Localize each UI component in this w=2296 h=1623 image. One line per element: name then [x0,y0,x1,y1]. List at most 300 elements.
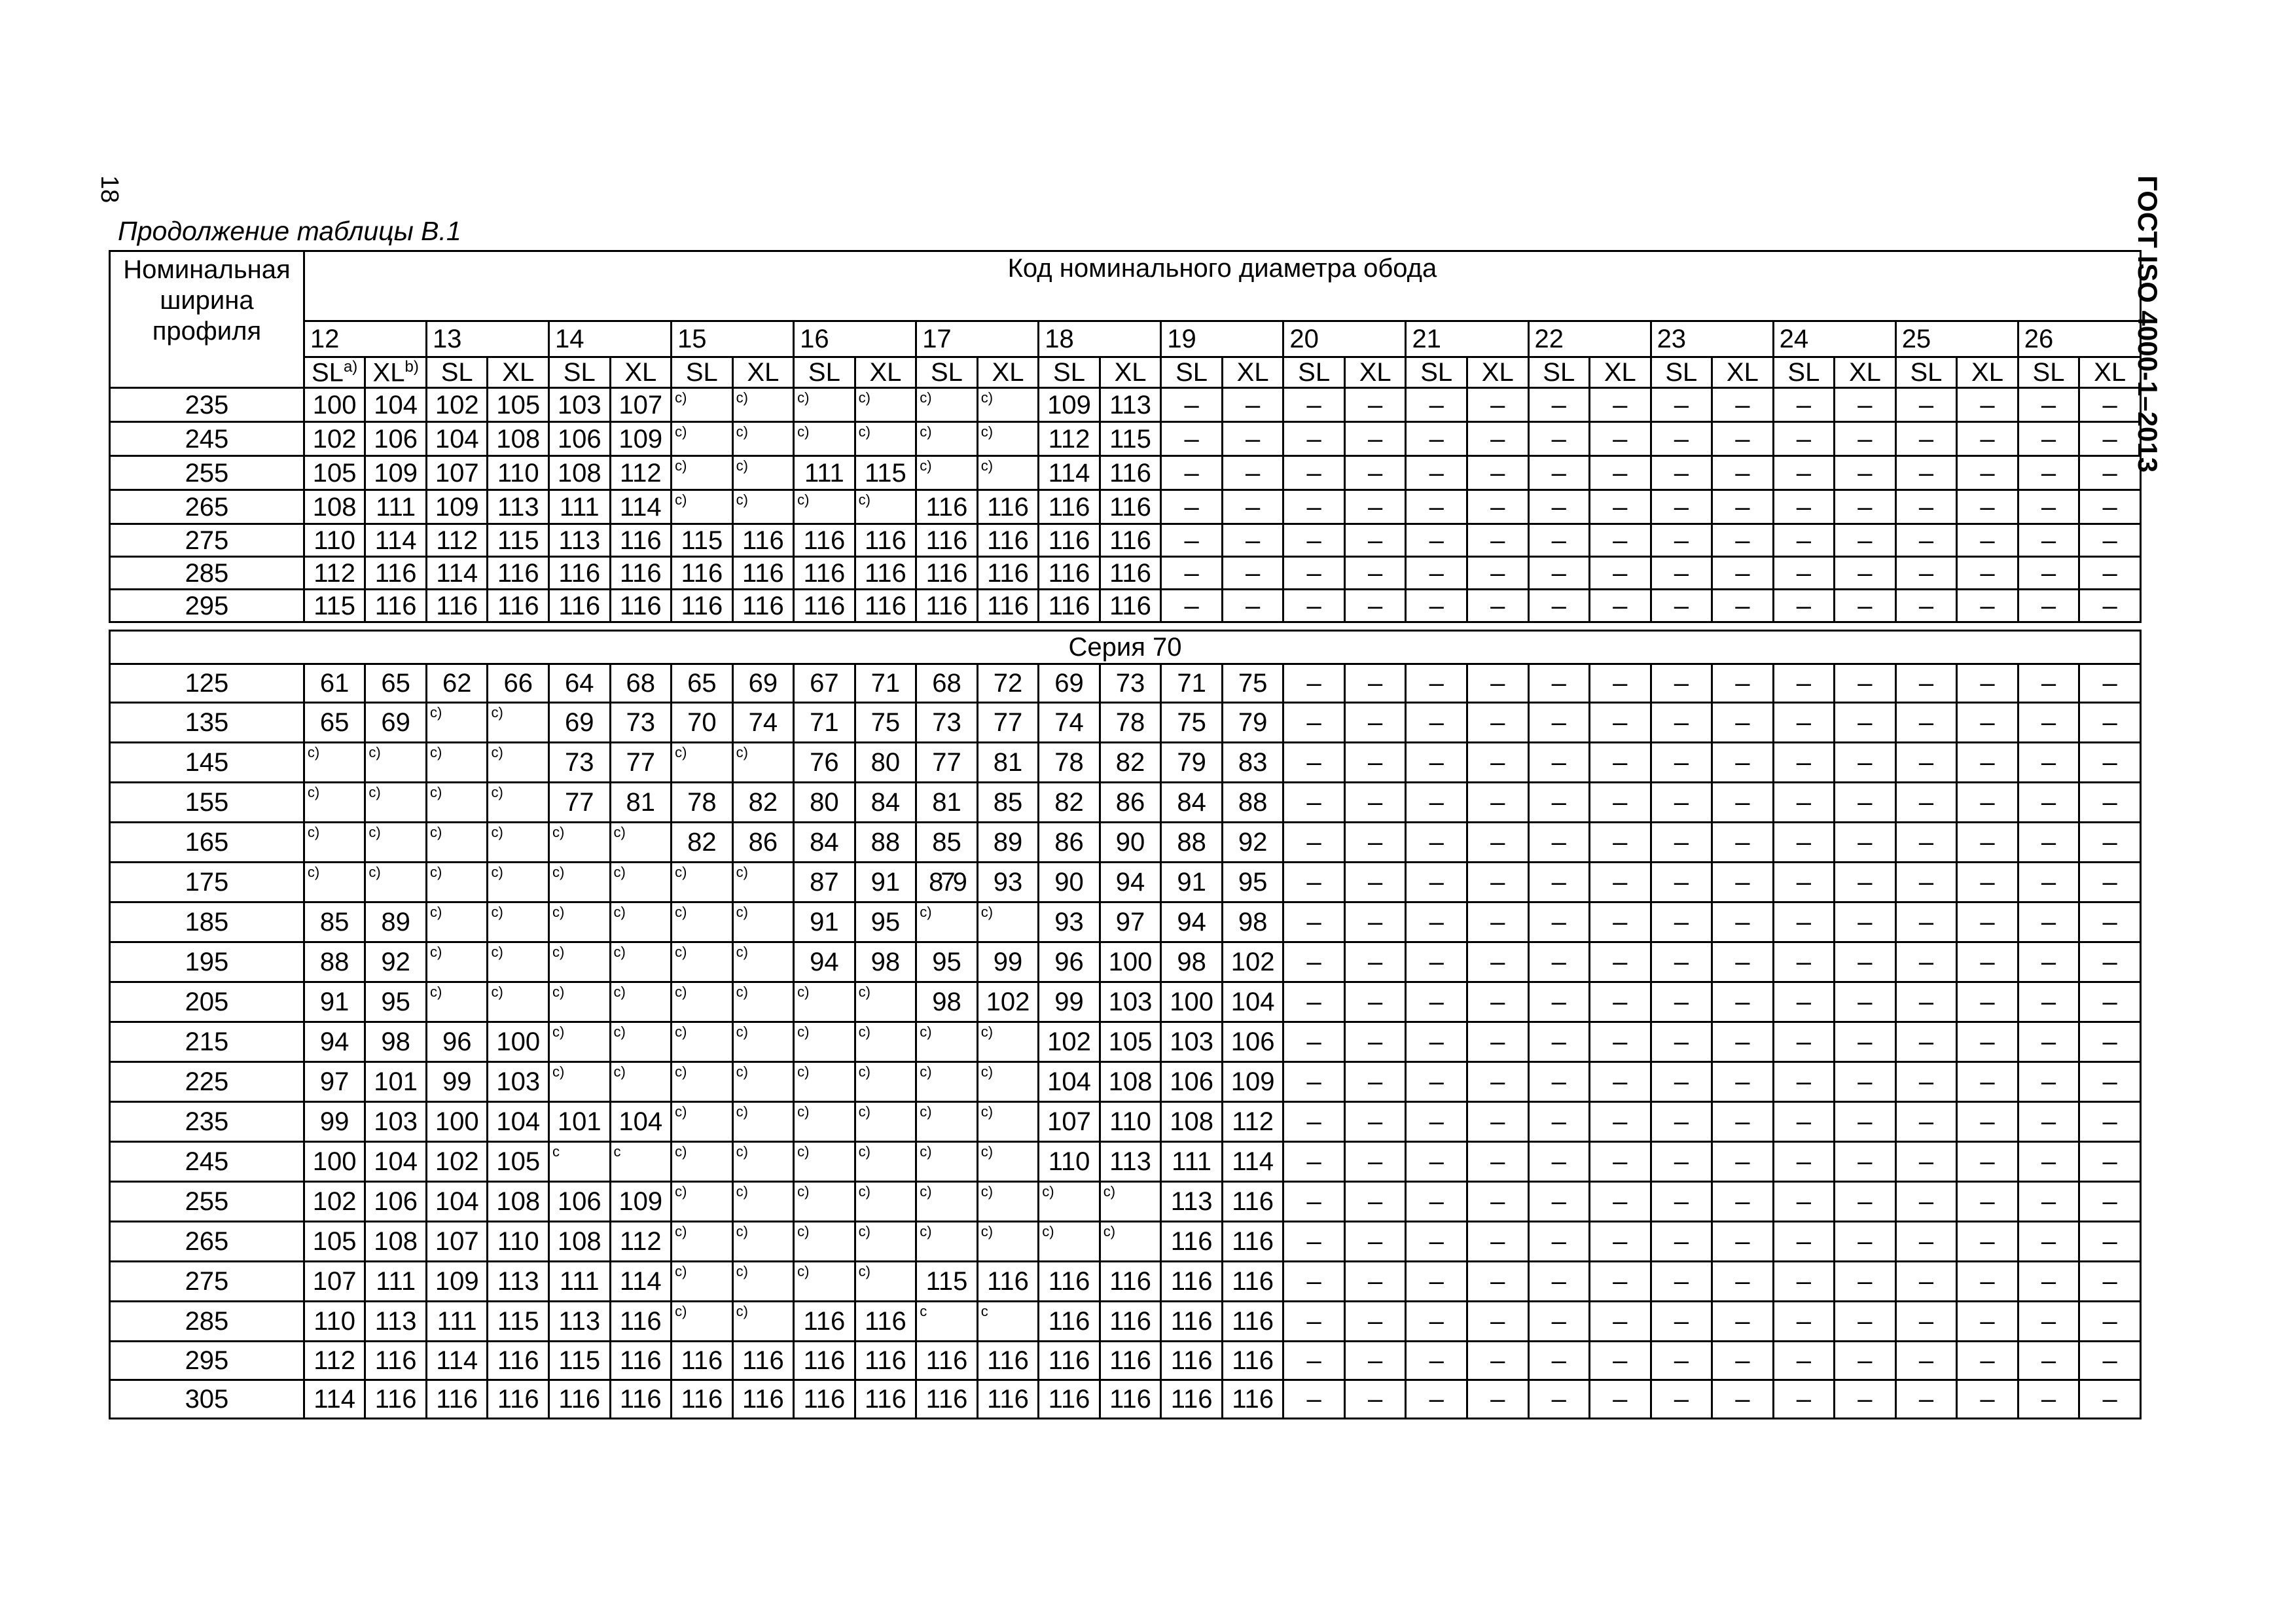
load-index-cell: – [1957,1062,2018,1102]
table-row [110,490,2141,524]
load-index-cell: – [1590,863,1651,902]
table-row [110,1302,2141,1342]
load-index-cell: 102 [426,388,488,422]
load-index-cell: – [2079,1062,2141,1102]
load-index-cell: c) [916,422,978,456]
load-index-cell: – [2018,1262,2079,1302]
load-index-cell: 69 [549,703,611,743]
load-index-cell: – [1467,902,1528,942]
header-rim-code: Код номинального диаметра обода [304,251,2140,321]
load-index-cell: 116 [855,1342,916,1380]
load-index-cell: c) [672,1102,733,1142]
load-index-cell: – [1528,942,1590,982]
table-row [110,1062,2141,1102]
load-index-cell: 116 [1100,1302,1161,1342]
load-index-cell: 116 [855,1380,916,1419]
load-index-cell: – [1467,743,1528,783]
load-index-cell: – [1161,456,1223,490]
load-index-cell: 102 [304,422,365,456]
load-index-cell: – [1590,664,1651,703]
load-type-label: XL [869,358,902,387]
load-index-cell: 116 [732,524,794,557]
load-index-cell: 116 [732,557,794,590]
load-index-cell: 110 [1100,1102,1161,1142]
load-type-label: XL [1726,358,1759,387]
load-index-cell: 73 [916,703,978,743]
load-index-cell: – [1222,490,1283,524]
load-index-cell: – [1528,388,1590,422]
data-table [109,250,2142,1419]
load-index-cell: c) [732,1222,794,1262]
load-index-cell: 116 [1100,490,1161,524]
load-index-cell: 88 [304,942,365,982]
load-index-cell: – [2079,1380,2141,1419]
load-index-cell: – [1835,1022,1896,1062]
load-index-cell: – [1957,942,2018,982]
load-index-cell: – [1895,524,1957,557]
load-index-cell: – [1467,982,1528,1022]
load-index-cell: – [1712,863,1774,902]
load-index-cell: – [1712,1380,1774,1419]
load-index-cell: c) [488,783,549,823]
load-index-cell: 116 [916,1380,978,1419]
load-index-cell: – [1835,422,1896,456]
load-index-cell: – [2018,1302,2079,1342]
load-index-cell: 65 [304,703,365,743]
load-index-cell: 76 [794,743,855,783]
table-row [110,1102,2141,1142]
load-index-cell: – [1895,1062,1957,1102]
load-index-cell: 105 [1100,1022,1161,1062]
load-index-cell: 74 [1039,703,1100,743]
load-index-cell: 105 [304,1222,365,1262]
load-index-cell: 116 [1161,1380,1223,1419]
load-index-cell: 116 [1222,1222,1283,1262]
load-type-xl [1957,357,2018,388]
load-index-cell: – [1590,1022,1651,1062]
load-index-cell: c) [732,456,794,490]
load-index-cell: – [2079,1142,2141,1182]
load-index-cell: – [1344,590,1406,622]
load-index-cell: 86 [1100,783,1161,823]
load-index-cell: – [1957,823,2018,863]
load-index-cell: c) [304,823,365,863]
load-index-cell: 90 [1039,863,1100,902]
load-index-cell: c) [488,982,549,1022]
load-index-cell: – [1467,1262,1528,1302]
load-index-cell: – [1344,982,1406,1022]
load-index-cell: 106 [365,1182,427,1222]
load-index-cell: 73 [610,703,672,743]
load-index-cell: – [1528,422,1590,456]
load-index-cell: 111 [1161,1142,1223,1182]
load-index-cell: – [1283,557,1345,590]
load-type-xl [1344,357,1406,388]
load-type-sl [1039,357,1100,388]
load-index-cell: – [1773,422,1835,456]
load-index-cell: – [2079,1102,2141,1142]
load-index-cell: – [1222,590,1283,622]
load-index-cell: – [2079,823,2141,863]
load-index-cell: 114 [365,524,427,557]
load-index-cell: – [1773,1342,1835,1380]
load-index-cell: – [1957,456,2018,490]
load-index-cell: c) [426,823,488,863]
section-1 [110,388,2141,622]
load-index-cell: – [1590,1102,1651,1142]
load-index-cell: 77 [977,703,1039,743]
load-index-cell: – [1283,703,1345,743]
load-type-sl [916,357,978,388]
load-index-cell: 86 [1039,823,1100,863]
load-index-cell: – [1467,664,1528,703]
load-index-cell: c) [1100,1222,1161,1262]
load-index-cell: 91 [304,982,365,1022]
load-index-cell: – [1773,456,1835,490]
load-index-cell: – [1222,422,1283,456]
load-index-cell: 82 [732,783,794,823]
load-index-cell: – [1590,942,1651,982]
load-index-cell: c) [1100,1182,1161,1222]
load-index-cell: 116 [426,590,488,622]
load-type-xl [1712,357,1774,388]
load-index-cell: – [1283,1022,1345,1062]
load-index-cell: – [2018,743,2079,783]
load-index-cell: 107 [304,1262,365,1302]
load-index-cell: c) [794,388,855,422]
load-index-cell: c) [365,783,427,823]
row-width-cell: 275 [110,524,304,557]
load-index-cell: 95 [916,942,978,982]
load-index-cell: – [2079,982,2141,1022]
table-caption: Продолжение таблицы В.1 [118,216,461,246]
load-index-cell: – [2018,1380,2079,1419]
load-index-cell: c) [855,1262,916,1302]
load-type-label: XL [992,358,1024,387]
load-type-sl [1895,357,1957,388]
load-index-cell: – [1590,456,1651,490]
load-index-cell: c) [794,1062,855,1102]
load-index-cell: – [2018,456,2079,490]
load-index-cell: – [1590,1062,1651,1102]
load-index-cell: – [1590,1222,1651,1262]
load-index-cell: – [1895,1302,1957,1342]
load-index-cell: – [1712,490,1774,524]
load-index-cell: 116 [1100,524,1161,557]
load-type-xl [855,357,916,388]
load-index-cell: c) [488,743,549,783]
load-type-sl [1773,357,1835,388]
load-index-cell: 80 [794,783,855,823]
load-index-cell: 114 [1222,1142,1283,1182]
load-index-cell: 99 [1039,982,1100,1022]
load-type-label: SL [563,358,596,387]
load-index-cell: – [1467,1302,1528,1342]
load-index-cell: – [1467,422,1528,456]
load-index-cell: – [1406,1142,1467,1182]
load-index-cell: – [2079,490,2141,524]
load-type-xl [610,357,672,388]
load-index-cell: 102 [1039,1022,1100,1062]
load-type-sl [1406,357,1467,388]
load-index-cell: – [1467,490,1528,524]
load-index-cell: 95 [365,982,427,1022]
load-index-cell: – [1344,1342,1406,1380]
footnote-marker: a) [343,357,358,376]
load-index-cell: – [1773,982,1835,1022]
load-index-cell: 82 [1039,783,1100,823]
load-index-cell: – [2079,1022,2141,1062]
load-index-cell: – [1835,823,1896,863]
load-index-cell: 101 [549,1102,611,1142]
load-index-cell: 94 [794,942,855,982]
load-index-cell: – [1467,1102,1528,1142]
section-series-70 [110,664,2141,1419]
load-index-cell: – [1773,1022,1835,1062]
load-index-cell: – [1957,388,2018,422]
load-index-cell: – [2018,422,2079,456]
load-index-cell: 116 [732,590,794,622]
load-index-cell: c) [365,863,427,902]
load-index-cell: c) [610,1062,672,1102]
load-index-cell: 116 [977,524,1039,557]
load-index-cell: – [1957,1142,2018,1182]
load-index-cell: – [1651,388,1712,422]
load-index-cell: 92 [365,942,427,982]
load-index-cell: – [1406,1062,1467,1102]
load-index-cell: c) [794,1262,855,1302]
row-width-cell: 155 [110,783,304,823]
load-index-cell: – [1467,703,1528,743]
load-index-cell: – [1344,388,1406,422]
load-index-cell: – [1835,590,1896,622]
load-index-cell: – [2018,1062,2079,1102]
load-index-cell: c) [672,1262,733,1302]
load-index-cell: – [1406,982,1467,1022]
table-row [110,422,2141,456]
load-index-cell: 78 [1100,703,1161,743]
load-index-cell: 111 [365,490,427,524]
load-index-cell: – [1895,388,1957,422]
load-index-cell: c) [732,902,794,942]
load-index-cell: 71 [1161,664,1223,703]
load-index-cell: 98 [365,1022,427,1062]
load-index-cell: 105 [488,388,549,422]
load-index-cell: – [1406,783,1467,823]
load-index-cell: – [1528,823,1590,863]
load-index-cell: c) [732,1022,794,1062]
load-index-cell: – [2079,942,2141,982]
load-type-label: SL [808,358,840,387]
load-index-cell: c) [426,902,488,942]
load-index-cell: – [1344,524,1406,557]
load-index-cell: – [1957,902,2018,942]
load-type-label: SL [1298,358,1331,387]
document-code: ГОСТ ISO 4000-1–2013 [2132,175,2163,473]
load-index-cell: – [1651,490,1712,524]
load-index-cell: 62 [426,664,488,703]
row-width-cell: 205 [110,982,304,1022]
load-index-cell: – [2079,1262,2141,1302]
load-index-cell: 116 [1100,590,1161,622]
table-row [110,942,2141,982]
load-index-cell: – [1835,524,1896,557]
load-index-cell: 84 [855,783,916,823]
load-index-cell: 115 [488,1302,549,1342]
load-index-cell: c) [672,1222,733,1262]
load-index-cell: – [1283,1102,1345,1142]
load-index-cell: – [1957,1022,2018,1062]
load-index-cell: – [1344,823,1406,863]
load-index-cell: 93 [977,863,1039,902]
load-index-cell: – [1835,1182,1896,1222]
load-type-label: XL [2094,358,2126,387]
load-index-cell: 102 [1222,942,1283,982]
load-index-cell: – [2018,524,2079,557]
tire-load-table [109,250,2142,1419]
row-width-cell: 195 [110,942,304,982]
load-type-label: SL [2032,358,2065,387]
rim-code-14: 14 [549,321,672,357]
load-index-cell: 108 [488,422,549,456]
load-index-cell: – [1283,1302,1345,1342]
load-index-cell: 84 [794,823,855,863]
load-index-cell: c) [672,863,733,902]
load-index-cell: – [2079,743,2141,783]
load-index-cell: – [1283,863,1345,902]
load-index-cell: 105 [488,1142,549,1182]
load-index-cell: 85 [304,902,365,942]
load-index-cell: c) [794,490,855,524]
load-index-cell: – [1895,1262,1957,1302]
load-index-cell: c) [732,1062,794,1102]
load-index-cell: – [1773,902,1835,942]
load-index-cell: c) [732,490,794,524]
load-index-cell: – [1895,1142,1957,1182]
load-index-cell: – [1651,1262,1712,1302]
load-index-cell: – [1344,422,1406,456]
load-index-cell: 98 [1161,942,1223,982]
load-type-label: SL [1543,358,1575,387]
load-index-cell: – [1895,456,1957,490]
load-index-cell: – [1651,982,1712,1022]
load-index-cell: c) [977,1142,1039,1182]
load-index-cell: – [2079,557,2141,590]
load-index-cell: – [1651,703,1712,743]
load-index-cell: – [1406,590,1467,622]
load-index-cell: 113 [1100,388,1161,422]
load-index-cell: – [1957,1102,2018,1142]
load-index-cell: – [1467,524,1528,557]
load-type-label: SL [440,358,473,387]
load-index-cell: 115 [1100,422,1161,456]
load-index-cell: 79 [1222,703,1283,743]
load-index-cell: 69 [732,664,794,703]
load-index-cell: 116 [610,1380,672,1419]
load-type-sl [549,357,611,388]
load-index-cell: – [2079,1342,2141,1380]
load-index-cell: 91 [794,902,855,942]
load-index-cell: 61 [304,664,365,703]
load-index-cell: 109 [610,422,672,456]
load-type-label: SL [312,358,344,387]
load-index-cell: 104 [365,388,427,422]
rim-code-20: 20 [1283,321,1406,357]
load-index-cell: c) [794,1222,855,1262]
table-row [110,664,2141,703]
load-index-cell: – [1651,823,1712,863]
load-index-cell: c) [488,863,549,902]
load-index-cell: 116 [855,524,916,557]
load-index-cell: 114 [426,557,488,590]
load-index-cell: – [1895,783,1957,823]
load-index-cell: – [1406,1222,1467,1262]
load-index-cell: 116 [794,557,855,590]
load-index-cell: c) [977,1102,1039,1142]
table-row [110,1262,2141,1302]
load-index-cell: 116 [672,590,733,622]
load-index-cell: 84 [1161,783,1223,823]
load-index-cell: c) [855,1022,916,1062]
load-index-cell: c) [855,388,916,422]
load-index-cell: – [1406,490,1467,524]
load-index-cell: – [1773,783,1835,823]
load-index-cell: 104 [365,1142,427,1182]
load-index-cell: – [1712,1102,1774,1142]
load-index-cell: 112 [1039,422,1100,456]
load-index-cell: – [1957,524,2018,557]
load-index-cell: c) [304,743,365,783]
load-index-cell: – [1344,942,1406,982]
load-index-cell: – [1161,388,1223,422]
load-index-cell: – [1835,490,1896,524]
gap-cell [110,622,2141,631]
load-index-cell: 85 [916,823,978,863]
load-index-cell: 69 [1039,664,1100,703]
load-index-cell: – [2018,1102,2079,1142]
load-index-cell: – [2079,456,2141,490]
load-index-cell: – [1590,1342,1651,1380]
load-index-cell: c) [916,1022,978,1062]
load-index-cell: c) [977,1222,1039,1262]
load-index-cell: 112 [304,1342,365,1380]
load-index-cell: 115 [488,524,549,557]
load-index-cell: 879 [916,863,978,902]
load-index-cell: – [1467,590,1528,622]
load-index-cell: 116 [549,557,611,590]
load-index-cell: – [1590,490,1651,524]
load-type-xl [1222,357,1283,388]
load-type-label: XL [372,358,405,387]
load-index-cell: 108 [1161,1102,1223,1142]
load-index-cell: 116 [916,490,978,524]
row-width-cell: 165 [110,823,304,863]
load-index-cell: – [2018,1142,2079,1182]
load-index-cell: – [1344,490,1406,524]
load-index-cell: 114 [304,1380,365,1419]
load-index-cell: – [1895,1342,1957,1380]
load-index-cell: – [1467,783,1528,823]
load-index-cell: – [1528,783,1590,823]
load-index-cell: 87 [794,863,855,902]
load-index-cell: 73 [1100,664,1161,703]
load-index-cell: 113 [488,490,549,524]
load-index-cell: 110 [488,1222,549,1262]
load-index-cell: – [1283,524,1345,557]
load-index-cell: c) [732,1142,794,1182]
load-index-cell: 65 [365,664,427,703]
load-index-cell: – [1712,823,1774,863]
